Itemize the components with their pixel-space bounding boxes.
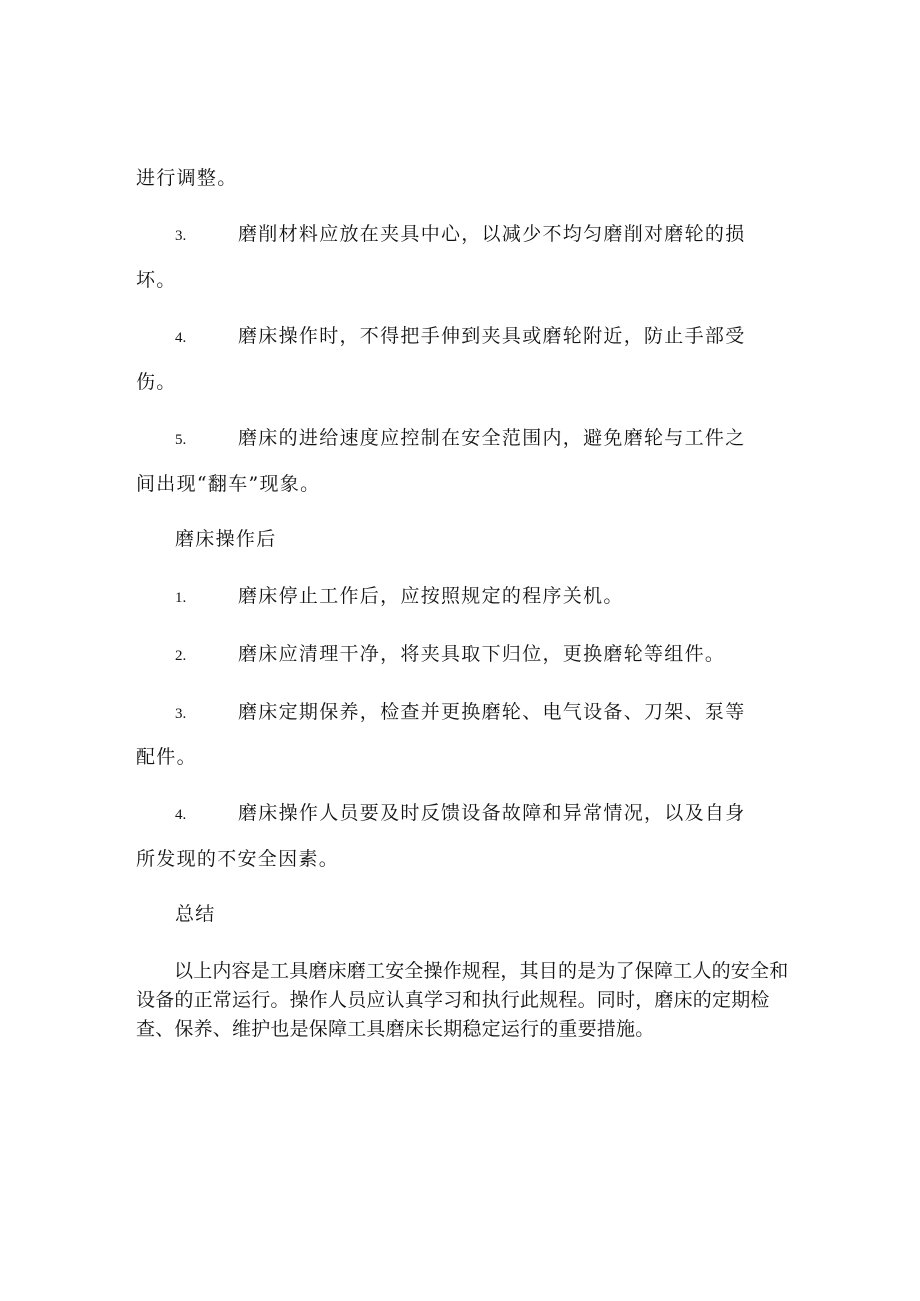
list-item-number: 1. (175, 590, 187, 606)
list-item-text-cont: 间出现“翻车”现象。 (136, 473, 321, 495)
list-item-text: 磨削材料应放在夹具中心，以减少不均匀磨削对磨轮的损 (238, 223, 746, 245)
list-item-number: 2. (175, 648, 187, 664)
list-item-text: 磨床操作时，不得把手伸到夹具或磨轮附近，防止手部受 (238, 325, 746, 347)
list-item-text: 磨床的进给速度应控制在安全范围内，避免磨轮与工件之 (238, 427, 746, 449)
list-item-text: 磨床定期保养，检查并更换磨轮、电气设备、刀架、泵等 (238, 701, 746, 723)
section-heading: 总结 (175, 903, 216, 925)
list-item-number: 4. (175, 807, 187, 823)
list-item-text: 磨床停止工作后，应按照规定的程序关机。 (238, 585, 624, 607)
list-item-text-cont: 所发现的不安全因素。 (136, 848, 340, 870)
continuation-text: 进行调整。 (136, 167, 238, 189)
list-item-number: 3. (175, 228, 187, 244)
list-item-text-cont: 坏。 (136, 269, 177, 291)
list-item-text-cont: 伤。 (136, 371, 177, 393)
list-item-text: 磨床应清理干净，将夹具取下归位，更换磨轮等组件。 (238, 643, 726, 665)
summary-paragraph: 以上内容是工具磨床磨工安全操作规程，其目的是为了保障工人的安全和设备的正常运行。操作人员应认真学习和执行此规程。同时，磨床的定期检查、保养、维护也是保障工具磨床长期稳定运行的重要措施。 (136, 960, 789, 1040)
section-heading: 磨床操作后 (175, 528, 277, 550)
list-item-text-cont: 配件。 (136, 746, 197, 768)
list-item-text: 磨床操作人员要及时反馈设备故障和异常情况，以及自身 (238, 802, 746, 824)
list-item-number: 5. (175, 432, 187, 448)
list-item-number: 3. (175, 706, 187, 722)
list-item-number: 4. (175, 330, 187, 346)
